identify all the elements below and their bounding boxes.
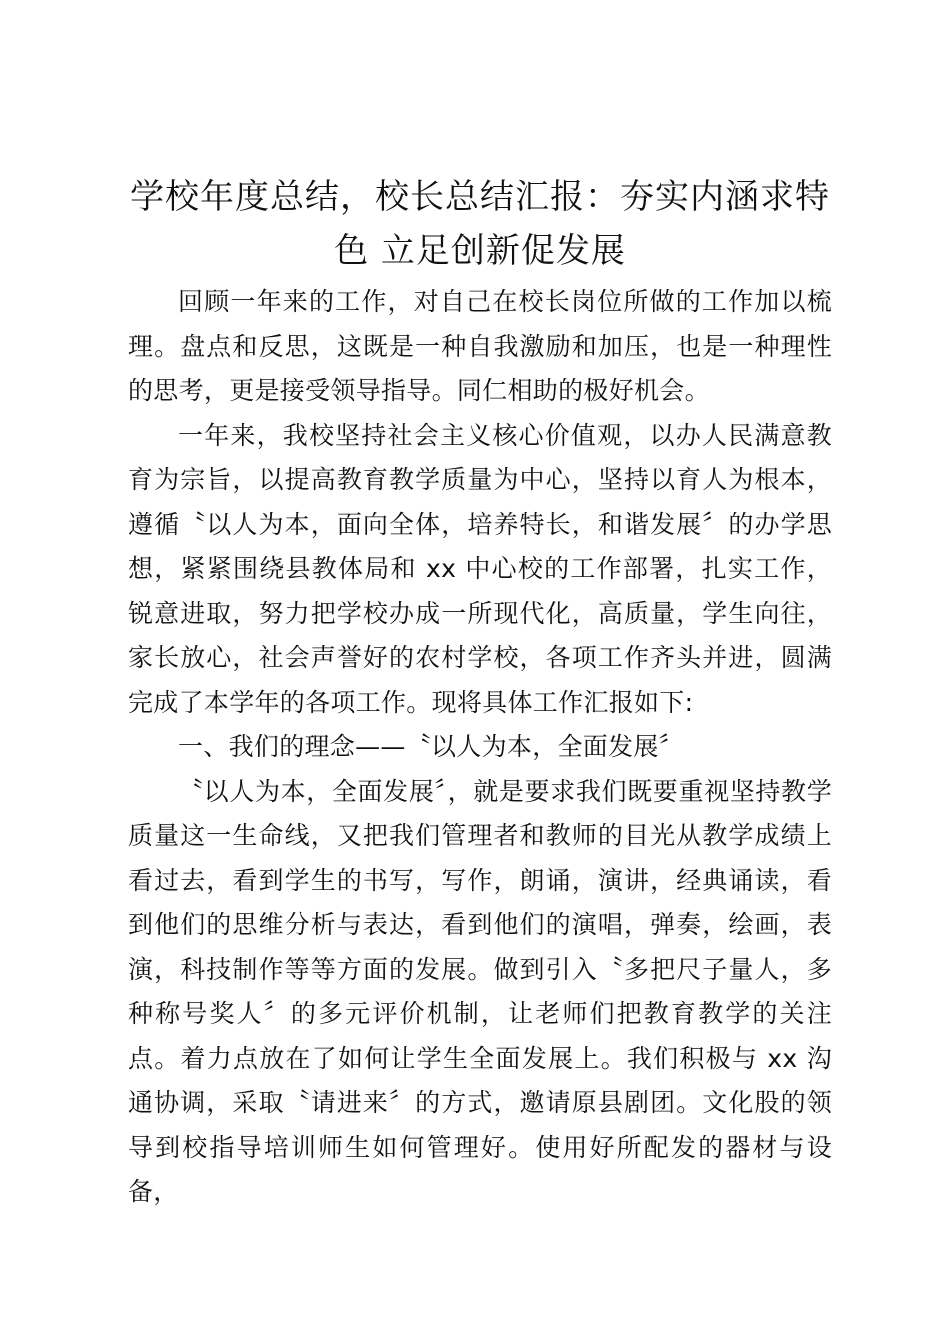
document-title: 学校年度总结，校长总结汇报：夯实内涵求特色 立足创新促发展 <box>130 177 830 271</box>
section-heading-philosophy: 一、我们的理念——〝以人为本，全面发展〞 <box>178 732 685 761</box>
paragraph-overview: 一年来，我校坚持社会主义核心价值观，以办人民满意教育为宗旨，以提高教育教学质量为中心，坚持以育人为根本，遵循〝以人为本，面向全体，培养特长，和谐发展〞的办学思想，紧紧围绕县教体局和 xx 中心校的工作部署，扎实工作，锐意进取，努力把学校办成一所现代化，高质量，学生向往，家长放心，社会声誉好的农村学校，各项工作齐头并进，圆满完成了本学年的各项工作。现将具体工作汇报如下: <box>128 420 832 717</box>
paragraph-philosophy: 〝以人为本，全面发展〞，就是要求我们既要重视坚持教学质量这一生命线，又把我们管理者和教师的目光从教学成绩上看过去，看到学生的书写，写作，朗诵，演讲，经典诵读，看到他们的思维分析与表达，看到他们的演唱，弹奏，绘画，表演，科技制作等等方面的发展。做到引入〝多把尺子量人，多种称号奖人〞的多元评价机制，让老师们把教育教学的关注点。着力点放在了如何让学生全面发展上。我们积极与 xx 沟通协调，采取〝请进来〞的方式，邀请原县剧团。文化股的领导到校指导培训师生如何管理好。使用好所配发的器材与设备， <box>128 776 832 1206</box>
document-body <box>128 280 832 1215</box>
paragraph-review: 回顾一年来的工作，对自己在校长岗位所做的工作加以梳理。盘点和反思，这既是一种自我激励和加压，也是一种理性的思考，更是接受领导指导。同仁相助的极好机会。 <box>128 287 832 405</box>
